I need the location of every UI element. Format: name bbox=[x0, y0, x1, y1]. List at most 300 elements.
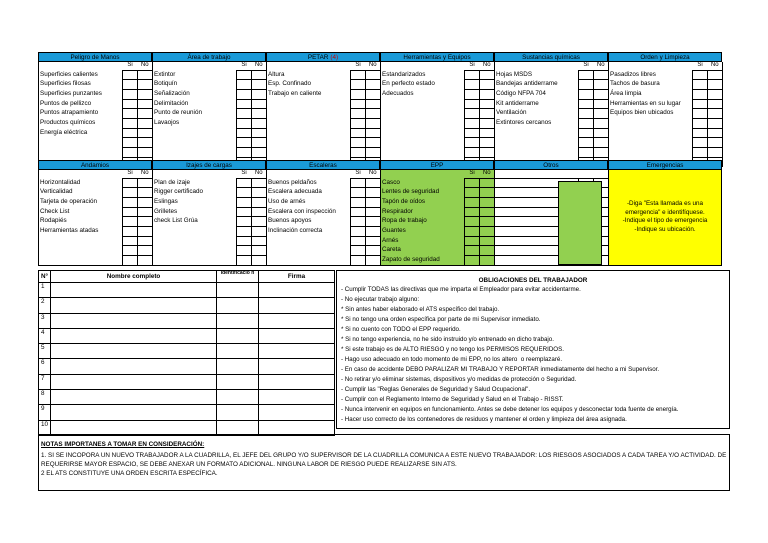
checklist-row bbox=[39, 99, 153, 109]
no-checkbox[interactable] bbox=[480, 89, 495, 99]
no-checkbox[interactable] bbox=[480, 236, 495, 246]
si-checkbox[interactable] bbox=[123, 99, 138, 109]
si-label: Si bbox=[355, 62, 361, 69]
si-checkbox[interactable] bbox=[579, 89, 594, 99]
no-checkbox[interactable] bbox=[138, 148, 153, 158]
si-checkbox[interactable] bbox=[579, 246, 594, 256]
no-checkbox[interactable] bbox=[366, 178, 381, 188]
si-checkbox[interactable] bbox=[693, 128, 708, 138]
si-checkbox[interactable] bbox=[351, 99, 366, 109]
no-checkbox[interactable] bbox=[252, 217, 267, 227]
checklist-item-puntos-de-pellizco: Puntos de pellizco bbox=[39, 99, 123, 109]
no-checkbox[interactable] bbox=[594, 70, 609, 80]
si-checkbox[interactable] bbox=[579, 236, 594, 246]
no-checkbox[interactable] bbox=[138, 188, 153, 198]
si-checkbox[interactable] bbox=[465, 118, 480, 128]
no-checkbox[interactable] bbox=[138, 236, 153, 246]
checklist-item-empty bbox=[153, 226, 237, 236]
si-checkbox[interactable] bbox=[123, 207, 138, 217]
si-checkbox[interactable] bbox=[465, 80, 480, 90]
signature-cell[interactable] bbox=[259, 359, 335, 374]
no-checkbox[interactable] bbox=[594, 148, 609, 158]
si-checkbox[interactable] bbox=[351, 148, 366, 158]
checklist-row bbox=[39, 226, 153, 236]
name-cell[interactable] bbox=[51, 359, 217, 374]
si-checkbox[interactable] bbox=[465, 256, 480, 266]
si-checkbox[interactable] bbox=[123, 128, 138, 138]
name-cell[interactable] bbox=[51, 405, 217, 420]
no-checkbox[interactable] bbox=[594, 226, 609, 236]
si-checkbox[interactable] bbox=[351, 226, 366, 236]
checklist-row bbox=[495, 118, 609, 128]
checklist-row bbox=[495, 197, 609, 207]
si-checkbox[interactable] bbox=[579, 178, 594, 188]
id-cell[interactable] bbox=[217, 328, 259, 343]
no-checkbox[interactable] bbox=[138, 118, 153, 128]
id-cell[interactable] bbox=[217, 283, 259, 298]
no-checkbox[interactable] bbox=[708, 99, 723, 109]
no-checkbox[interactable] bbox=[366, 226, 381, 236]
si-checkbox[interactable] bbox=[465, 217, 480, 227]
no-checkbox[interactable] bbox=[594, 89, 609, 99]
no-checkbox[interactable] bbox=[366, 118, 381, 128]
checklist-table bbox=[38, 170, 153, 266]
checklist-item-estandarizados: Estandarizados bbox=[381, 70, 465, 80]
si-checkbox[interactable] bbox=[351, 70, 366, 80]
no-checkbox[interactable] bbox=[366, 246, 381, 256]
si-checkbox[interactable] bbox=[465, 178, 480, 188]
no-checkbox[interactable] bbox=[480, 128, 495, 138]
id-cell[interactable] bbox=[217, 313, 259, 328]
checklist-row bbox=[153, 178, 267, 188]
checklist-row bbox=[609, 118, 723, 128]
no-checkbox[interactable] bbox=[708, 89, 723, 99]
si-checkbox[interactable] bbox=[237, 80, 252, 90]
no-checkbox[interactable] bbox=[252, 128, 267, 138]
si-checkbox[interactable] bbox=[465, 89, 480, 99]
checklist-item-senalizacion: Señalización bbox=[153, 89, 237, 99]
si-no-header-row bbox=[381, 170, 495, 178]
obligation-line: * Si este trabajo es de ALTO RIESGO y no tengo los PERMISOS REQUERIDOS. bbox=[341, 346, 564, 353]
no-checkbox[interactable] bbox=[708, 138, 723, 148]
no-checkbox[interactable] bbox=[708, 109, 723, 119]
section-otros bbox=[494, 160, 608, 266]
no-checkbox[interactable] bbox=[708, 128, 723, 138]
no-checkbox[interactable] bbox=[366, 109, 381, 119]
si-checkbox[interactable] bbox=[351, 80, 366, 90]
no-checkbox[interactable] bbox=[366, 138, 381, 148]
no-label: No bbox=[366, 170, 381, 178]
no-checkbox[interactable] bbox=[252, 148, 267, 158]
no-checkbox[interactable] bbox=[480, 178, 495, 188]
no-checkbox[interactable] bbox=[480, 217, 495, 227]
id-cell[interactable] bbox=[217, 374, 259, 389]
si-checkbox[interactable] bbox=[579, 207, 594, 217]
si-checkbox[interactable] bbox=[351, 109, 366, 119]
no-checkbox[interactable] bbox=[708, 148, 723, 158]
no-checkbox[interactable] bbox=[594, 207, 609, 217]
si-checkbox[interactable] bbox=[237, 178, 252, 188]
no-checkbox[interactable] bbox=[594, 109, 609, 119]
signature-cell[interactable] bbox=[259, 298, 335, 313]
si-checkbox[interactable] bbox=[123, 70, 138, 80]
si-checkbox[interactable] bbox=[123, 118, 138, 128]
checklist-item-empty bbox=[153, 138, 237, 148]
no-checkbox[interactable] bbox=[480, 148, 495, 158]
no-checkbox[interactable] bbox=[252, 109, 267, 119]
no-checkbox[interactable] bbox=[708, 70, 723, 80]
checklist-item-empty bbox=[495, 128, 579, 138]
no-checkbox[interactable] bbox=[594, 236, 609, 246]
no-checkbox[interactable] bbox=[366, 70, 381, 80]
signature-cell[interactable] bbox=[259, 344, 335, 359]
si-checkbox[interactable] bbox=[465, 236, 480, 246]
no-checkbox[interactable] bbox=[480, 246, 495, 256]
no-checkbox[interactable] bbox=[138, 109, 153, 119]
si-checkbox[interactable] bbox=[351, 138, 366, 148]
si-checkbox[interactable] bbox=[237, 226, 252, 236]
checklist-item-extintor: Extintor bbox=[153, 70, 237, 80]
checklist-row bbox=[381, 217, 495, 227]
no-checkbox[interactable] bbox=[708, 80, 723, 90]
no-checkbox[interactable] bbox=[366, 188, 381, 198]
checklist-row bbox=[39, 246, 153, 256]
no-checkbox[interactable] bbox=[252, 99, 267, 109]
section-title: Escaleras bbox=[309, 162, 337, 169]
si-checkbox[interactable] bbox=[351, 197, 366, 207]
no-checkbox[interactable] bbox=[138, 207, 153, 217]
no-checkbox[interactable] bbox=[252, 226, 267, 236]
col-name-header: Nombre completo bbox=[51, 271, 217, 283]
id-cell[interactable] bbox=[217, 359, 259, 374]
signature-cell[interactable] bbox=[259, 390, 335, 405]
section-petar bbox=[266, 52, 380, 167]
no-checkbox[interactable] bbox=[138, 226, 153, 236]
no-checkbox[interactable] bbox=[594, 118, 609, 128]
signature-cell[interactable] bbox=[259, 328, 335, 343]
si-checkbox[interactable] bbox=[351, 207, 366, 217]
row-number: 7 bbox=[39, 374, 51, 389]
no-checkbox[interactable] bbox=[366, 89, 381, 99]
row-number: 2 bbox=[39, 298, 51, 313]
si-checkbox[interactable] bbox=[351, 236, 366, 246]
no-checkbox[interactable] bbox=[252, 236, 267, 246]
no-checkbox[interactable] bbox=[138, 138, 153, 148]
si-checkbox[interactable] bbox=[351, 178, 366, 188]
note-line-3: 2 EL ATS CONSTITUYE UNA ORDEN ESCRITA ESPECÍFICA. bbox=[41, 470, 218, 477]
no-checkbox[interactable] bbox=[366, 256, 381, 266]
si-checkbox[interactable] bbox=[465, 246, 480, 256]
si-checkbox[interactable] bbox=[579, 188, 594, 198]
checklist-item-grilletes: Grilletes bbox=[153, 207, 237, 217]
si-checkbox[interactable] bbox=[351, 89, 366, 99]
checklist-item-tarjeta-de-operacion: Tarjeta de operación bbox=[39, 197, 123, 207]
si-checkbox[interactable] bbox=[579, 138, 594, 148]
si-checkbox[interactable] bbox=[465, 109, 480, 119]
si-checkbox[interactable] bbox=[465, 226, 480, 236]
section-title-mark: (4) bbox=[330, 54, 339, 61]
no-checkbox[interactable] bbox=[138, 80, 153, 90]
no-checkbox[interactable] bbox=[138, 256, 153, 266]
si-checkbox[interactable] bbox=[351, 217, 366, 227]
no-checkbox[interactable] bbox=[138, 128, 153, 138]
si-checkbox[interactable] bbox=[237, 89, 252, 99]
checklist-row bbox=[381, 70, 495, 80]
si-checkbox[interactable] bbox=[579, 99, 594, 109]
si-checkbox[interactable] bbox=[579, 148, 594, 158]
checklist-row bbox=[39, 256, 153, 266]
name-cell[interactable] bbox=[51, 313, 217, 328]
si-checkbox[interactable] bbox=[123, 217, 138, 227]
no-checkbox[interactable] bbox=[480, 256, 495, 266]
si-checkbox[interactable] bbox=[693, 138, 708, 148]
checklist-row bbox=[381, 236, 495, 246]
no-checkbox[interactable] bbox=[480, 197, 495, 207]
name-cell[interactable] bbox=[51, 283, 217, 298]
no-checkbox[interactable] bbox=[138, 70, 153, 80]
si-checkbox[interactable] bbox=[123, 188, 138, 198]
no-checkbox[interactable] bbox=[480, 188, 495, 198]
checklist-item-ventilacion: Ventilación bbox=[495, 109, 579, 119]
no-checkbox[interactable] bbox=[138, 217, 153, 227]
si-checkbox[interactable] bbox=[237, 188, 252, 198]
no-checkbox[interactable] bbox=[594, 178, 609, 188]
checklist-row bbox=[153, 138, 267, 148]
si-checkbox[interactable] bbox=[693, 99, 708, 109]
si-checkbox[interactable] bbox=[237, 236, 252, 246]
signature-cell[interactable] bbox=[259, 283, 335, 298]
row-number: 3 bbox=[39, 313, 51, 328]
si-checkbox[interactable] bbox=[693, 118, 708, 128]
si-checkbox[interactable] bbox=[237, 256, 252, 266]
si-checkbox[interactable] bbox=[579, 226, 594, 236]
emergency-line: emergencia" e identifíquese. bbox=[625, 208, 705, 216]
checklist-item-hojas-msds: Hojas MSDS bbox=[495, 70, 579, 80]
si-checkbox[interactable] bbox=[465, 99, 480, 109]
checklist-row bbox=[495, 178, 609, 188]
si-checkbox[interactable] bbox=[579, 118, 594, 128]
checklist-item-empty bbox=[495, 148, 579, 158]
si-checkbox[interactable] bbox=[465, 197, 480, 207]
checklist-row bbox=[267, 148, 381, 158]
si-checkbox[interactable] bbox=[237, 217, 252, 227]
si-checkbox[interactable] bbox=[465, 188, 480, 198]
emergency-instructions bbox=[608, 170, 722, 266]
no-checkbox[interactable] bbox=[480, 99, 495, 109]
name-cell[interactable] bbox=[51, 390, 217, 405]
si-checkbox[interactable] bbox=[237, 138, 252, 148]
signature-cell[interactable] bbox=[259, 313, 335, 328]
si-checkbox[interactable] bbox=[123, 89, 138, 99]
checklist-row bbox=[267, 207, 381, 217]
name-cell[interactable] bbox=[51, 374, 217, 389]
no-checkbox[interactable] bbox=[594, 246, 609, 256]
id-cell[interactable] bbox=[217, 405, 259, 420]
si-checkbox[interactable] bbox=[693, 80, 708, 90]
si-checkbox[interactable] bbox=[123, 178, 138, 188]
si-checkbox[interactable] bbox=[237, 99, 252, 109]
checklist-row bbox=[39, 80, 153, 90]
checklist-item-empty bbox=[495, 217, 579, 227]
checklist-item-empty bbox=[39, 246, 123, 256]
checklist-item-empty bbox=[609, 138, 693, 148]
no-checkbox[interactable] bbox=[252, 207, 267, 217]
si-checkbox[interactable] bbox=[579, 128, 594, 138]
col-number-header: N° bbox=[39, 271, 51, 283]
checklist-item-casco: Casco bbox=[381, 178, 465, 188]
si-checkbox[interactable] bbox=[465, 148, 480, 158]
si-checkbox[interactable] bbox=[123, 109, 138, 119]
si-checkbox[interactable] bbox=[123, 80, 138, 90]
checklist-item-empty bbox=[381, 109, 465, 119]
no-label: No bbox=[252, 62, 267, 70]
si-checkbox[interactable] bbox=[351, 128, 366, 138]
si-checkbox[interactable] bbox=[123, 226, 138, 236]
si-checkbox[interactable] bbox=[465, 207, 480, 217]
checklist-item-empty bbox=[381, 138, 465, 148]
id-cell[interactable] bbox=[217, 390, 259, 405]
si-checkbox[interactable] bbox=[693, 148, 708, 158]
si-label: Si bbox=[241, 170, 247, 177]
si-checkbox[interactable] bbox=[237, 70, 252, 80]
checklist-item-herramientas-en-su-lugar: Herramientas en su lugar bbox=[609, 99, 693, 109]
no-checkbox[interactable] bbox=[138, 178, 153, 188]
no-checkbox[interactable] bbox=[252, 256, 267, 266]
id-cell[interactable] bbox=[217, 298, 259, 313]
checklist-row bbox=[39, 217, 153, 227]
workers-header-row bbox=[39, 271, 335, 283]
si-checkbox[interactable] bbox=[123, 256, 138, 266]
si-label: Si bbox=[469, 62, 475, 69]
name-cell[interactable] bbox=[51, 344, 217, 359]
si-checkbox[interactable] bbox=[465, 138, 480, 148]
no-checkbox[interactable] bbox=[480, 80, 495, 90]
no-checkbox[interactable] bbox=[138, 99, 153, 109]
no-checkbox[interactable] bbox=[252, 80, 267, 90]
no-checkbox[interactable] bbox=[252, 70, 267, 80]
no-checkbox[interactable] bbox=[594, 217, 609, 227]
no-checkbox[interactable] bbox=[480, 109, 495, 119]
no-checkbox[interactable] bbox=[366, 148, 381, 158]
si-checkbox[interactable] bbox=[351, 256, 366, 266]
no-checkbox[interactable] bbox=[366, 128, 381, 138]
no-checkbox[interactable] bbox=[366, 197, 381, 207]
no-checkbox[interactable] bbox=[366, 99, 381, 109]
no-checkbox[interactable] bbox=[252, 118, 267, 128]
no-checkbox[interactable] bbox=[252, 89, 267, 99]
si-checkbox[interactable] bbox=[123, 148, 138, 158]
no-checkbox[interactable] bbox=[138, 246, 153, 256]
no-checkbox[interactable] bbox=[708, 118, 723, 128]
si-checkbox[interactable] bbox=[579, 70, 594, 80]
si-checkbox[interactable] bbox=[237, 207, 252, 217]
col-signature-header: Firma bbox=[259, 271, 335, 283]
name-cell[interactable] bbox=[51, 328, 217, 343]
si-checkbox[interactable] bbox=[237, 118, 252, 128]
no-checkbox[interactable] bbox=[366, 80, 381, 90]
checklist-row bbox=[153, 80, 267, 90]
id-cell[interactable] bbox=[217, 344, 259, 359]
no-checkbox[interactable] bbox=[252, 197, 267, 207]
si-checkbox[interactable] bbox=[351, 246, 366, 256]
no-checkbox[interactable] bbox=[480, 118, 495, 128]
no-checkbox[interactable] bbox=[480, 138, 495, 148]
checklist-item-empty bbox=[495, 188, 579, 198]
signature-cell[interactable] bbox=[259, 405, 335, 420]
no-checkbox[interactable] bbox=[480, 207, 495, 217]
si-checkbox[interactable] bbox=[123, 246, 138, 256]
si-checkbox[interactable] bbox=[123, 197, 138, 207]
no-checkbox[interactable] bbox=[252, 246, 267, 256]
name-cell[interactable] bbox=[51, 298, 217, 313]
si-checkbox[interactable] bbox=[579, 197, 594, 207]
no-checkbox[interactable] bbox=[594, 197, 609, 207]
si-checkbox[interactable] bbox=[693, 109, 708, 119]
si-checkbox[interactable] bbox=[237, 197, 252, 207]
si-checkbox[interactable] bbox=[579, 109, 594, 119]
checklist-row bbox=[153, 128, 267, 138]
no-checkbox[interactable] bbox=[252, 178, 267, 188]
checklist-row bbox=[495, 217, 609, 227]
checklist-row bbox=[267, 138, 381, 148]
si-checkbox[interactable] bbox=[123, 236, 138, 246]
no-checkbox[interactable] bbox=[138, 89, 153, 99]
si-checkbox[interactable] bbox=[237, 148, 252, 158]
checklist-row bbox=[381, 118, 495, 128]
checklist-item-empty bbox=[267, 128, 351, 138]
si-checkbox[interactable] bbox=[237, 128, 252, 138]
obligation-line: - Cumplir las "Reglas Generales de Seguridad y Salud Ocupacional". bbox=[341, 386, 531, 393]
no-checkbox[interactable] bbox=[594, 138, 609, 148]
si-checkbox[interactable] bbox=[123, 138, 138, 148]
si-checkbox[interactable] bbox=[579, 217, 594, 227]
signature-cell[interactable] bbox=[259, 374, 335, 389]
no-label: No bbox=[252, 170, 267, 178]
no-checkbox[interactable] bbox=[594, 99, 609, 109]
no-checkbox[interactable] bbox=[594, 188, 609, 198]
no-checkbox[interactable] bbox=[480, 70, 495, 80]
si-checkbox[interactable] bbox=[579, 256, 594, 266]
si-checkbox[interactable] bbox=[465, 70, 480, 80]
si-checkbox[interactable] bbox=[693, 70, 708, 80]
si-checkbox[interactable] bbox=[237, 246, 252, 256]
si-checkbox[interactable] bbox=[351, 188, 366, 198]
si-checkbox[interactable] bbox=[465, 128, 480, 138]
checklist-item-punto-de-reunion: Punto de reunión bbox=[153, 109, 237, 119]
si-checkbox[interactable] bbox=[237, 109, 252, 119]
no-checkbox[interactable] bbox=[138, 197, 153, 207]
si-checkbox[interactable] bbox=[579, 80, 594, 90]
no-checkbox[interactable] bbox=[252, 188, 267, 198]
checklist-item-extintores-cercanos: Extintores cercanos bbox=[495, 118, 579, 128]
checklist-item-equipos-bien-ubicados: Equipos bien ubicados bbox=[609, 109, 693, 119]
no-checkbox[interactable] bbox=[366, 236, 381, 246]
col-id-header: Identificació n bbox=[217, 271, 259, 283]
no-checkbox[interactable] bbox=[252, 138, 267, 148]
obligation-line: - Hago uso adecuado en todo momento de mi EPP, no los altero o reemplazaré. bbox=[341, 356, 563, 363]
no-checkbox[interactable] bbox=[594, 256, 609, 266]
checklist-row bbox=[267, 89, 381, 99]
no-checkbox[interactable] bbox=[366, 217, 381, 227]
no-checkbox[interactable] bbox=[594, 80, 609, 90]
si-checkbox[interactable] bbox=[693, 89, 708, 99]
no-checkbox[interactable] bbox=[594, 128, 609, 138]
no-checkbox[interactable] bbox=[480, 226, 495, 236]
section-title: Otros bbox=[543, 162, 559, 169]
checklist-table bbox=[38, 62, 153, 167]
si-checkbox[interactable] bbox=[351, 118, 366, 128]
no-checkbox[interactable] bbox=[366, 207, 381, 217]
